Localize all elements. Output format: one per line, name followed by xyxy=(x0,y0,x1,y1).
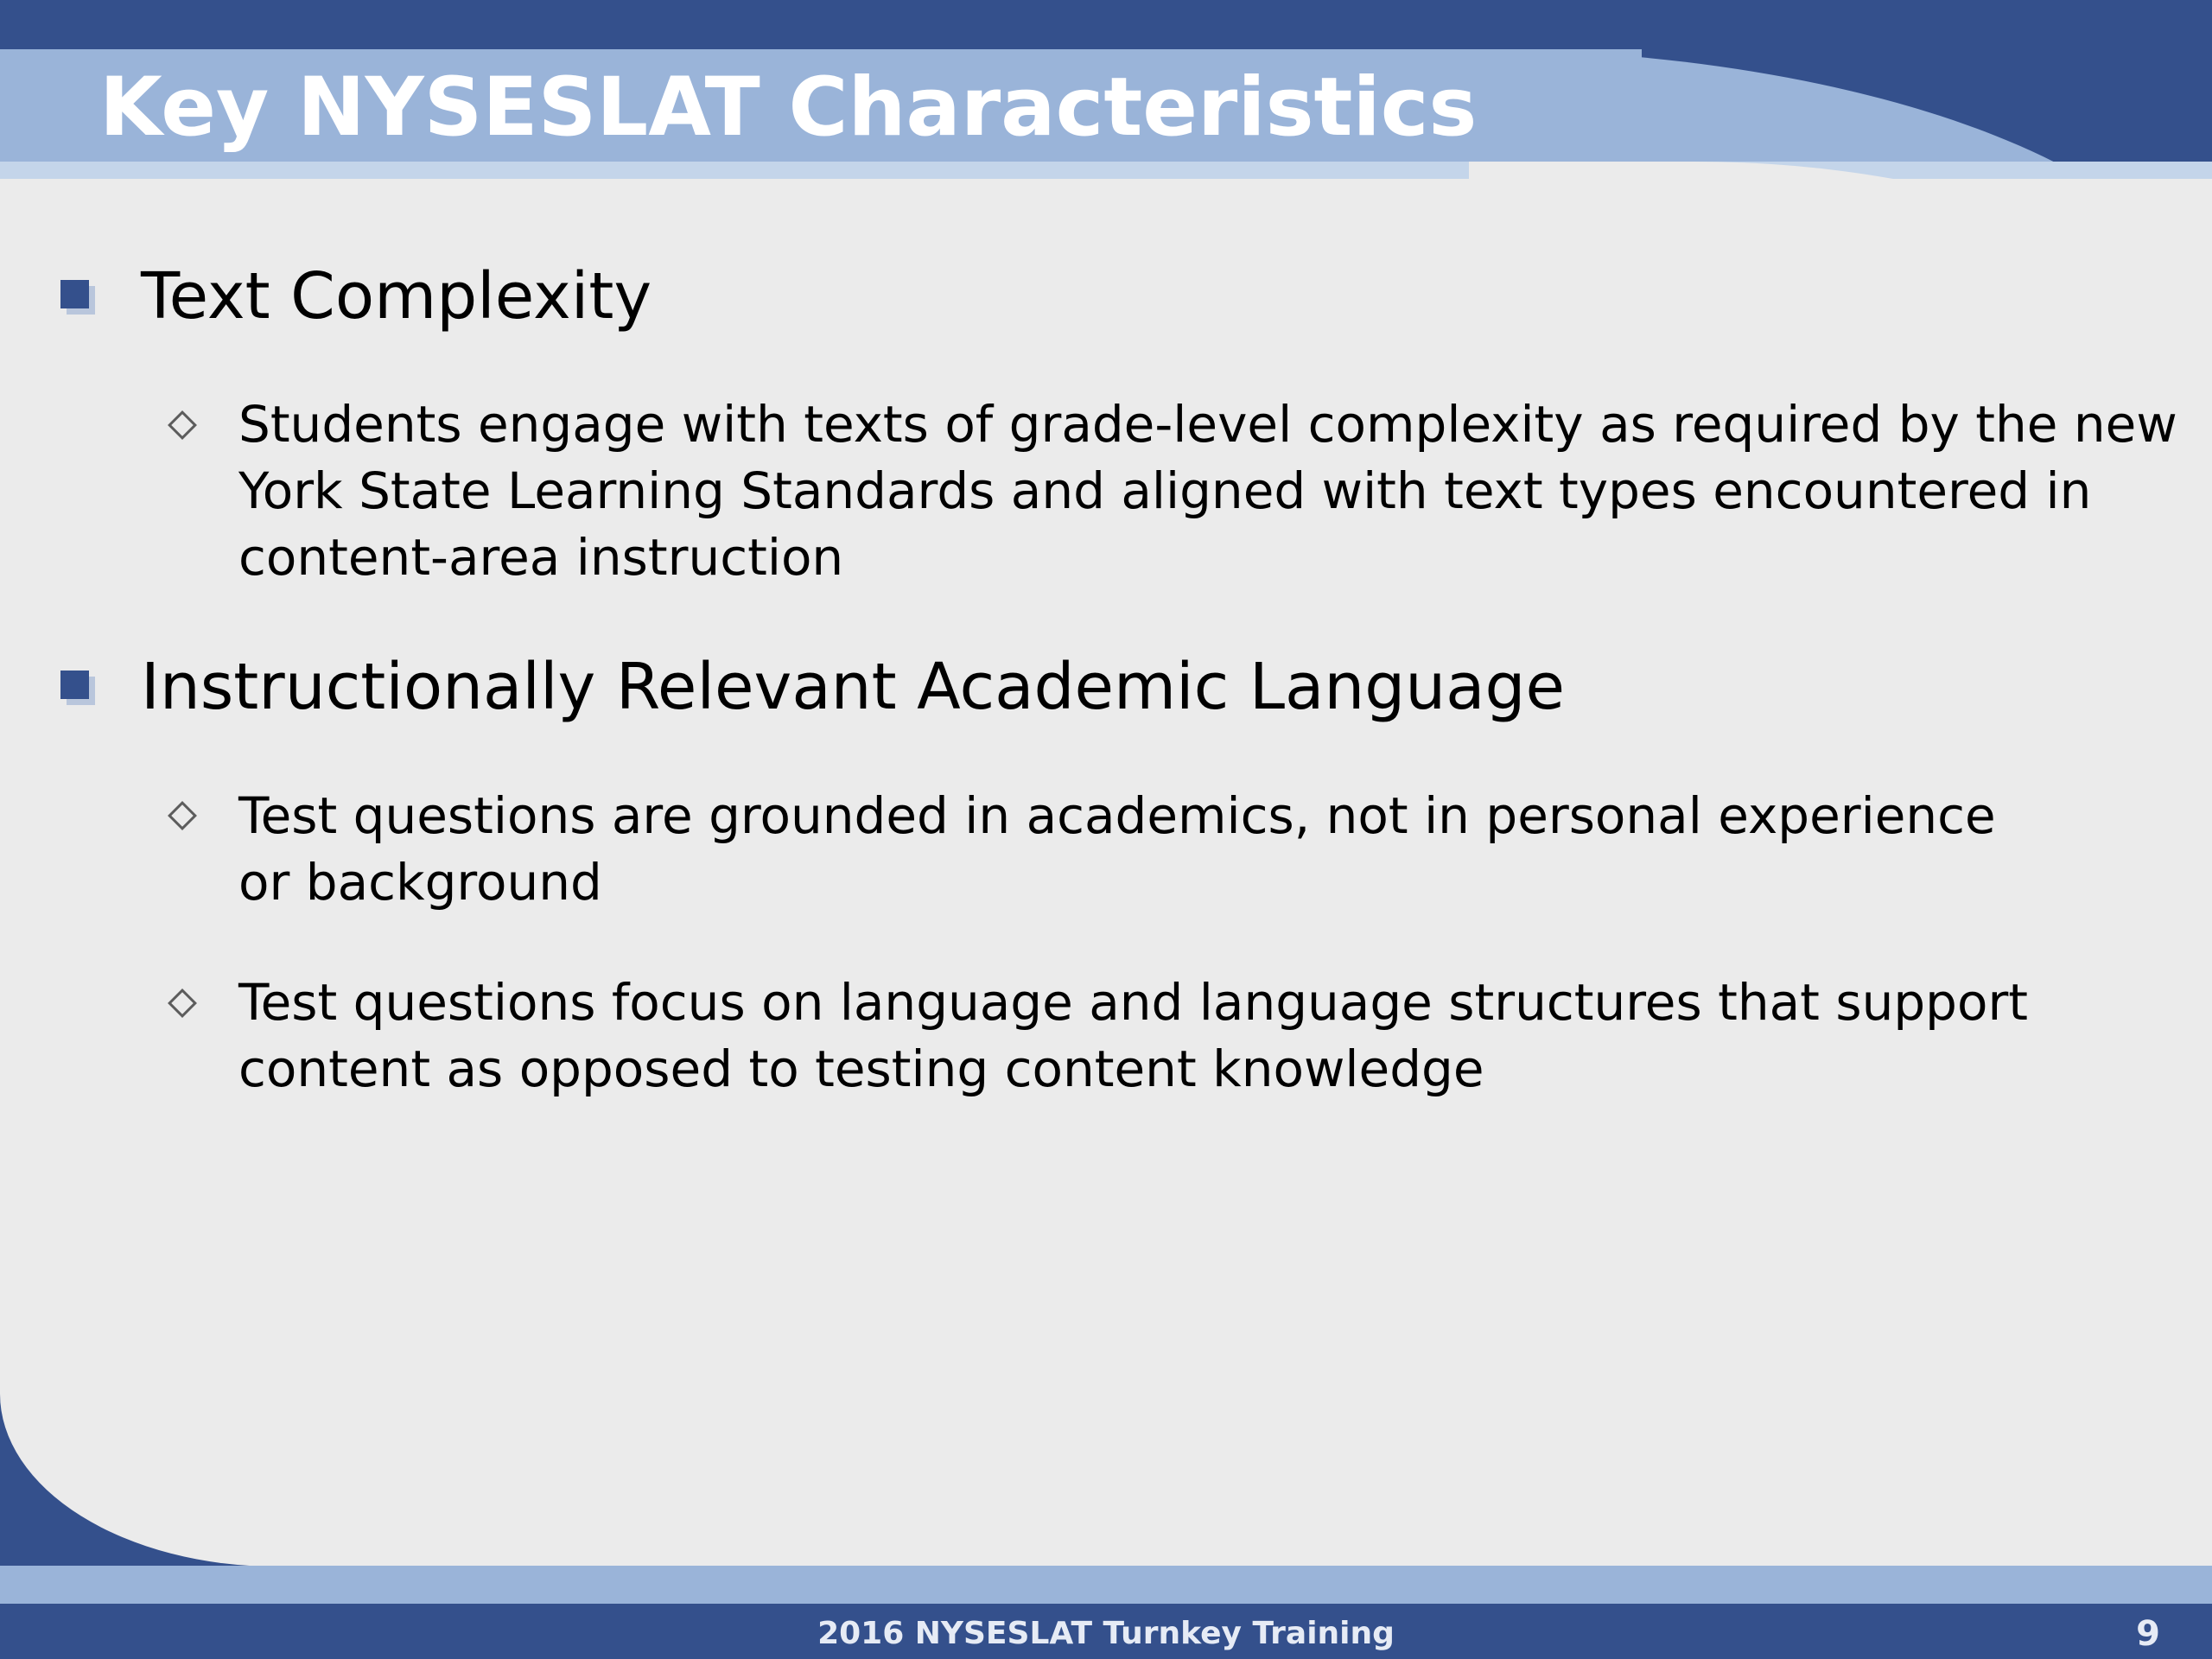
sub-bullet-line: content-area instruction xyxy=(238,528,844,587)
sub-bullet-line: York State Learning Standards and aligned with text types encountered in xyxy=(238,461,2092,520)
bullet-heading: Instructionally Relevant Academic Language xyxy=(141,650,1566,724)
square-bullet-icon xyxy=(60,671,89,699)
bottom-stripe xyxy=(0,1566,2212,1604)
sub-bullet-text xyxy=(238,969,2183,1103)
page-number: 9 xyxy=(2136,1614,2160,1654)
sub-bullet-line: Students engage with texts of grade-level complexity as required by the new xyxy=(238,395,2177,454)
footer-text: 2016 NYSESLAT Turnkey Training xyxy=(817,1616,1395,1651)
sub-bullet-line: Test questions focus on language and language structures that support xyxy=(238,973,2029,1032)
bullet-heading: Text Complexity xyxy=(141,259,652,334)
sub-bullet-text xyxy=(238,783,2183,916)
square-bullet-icon xyxy=(60,280,89,308)
sub-bullet-line: Test questions are grounded in academics, not in personal experience xyxy=(238,786,1996,845)
slide-title: Key NYSESLAT Characteristics xyxy=(99,60,1478,155)
sub-bullet-line: or background xyxy=(238,853,602,912)
sub-bullet-line: content as opposed to testing content knowledge xyxy=(238,1039,1484,1098)
sub-bullet-text xyxy=(238,391,2183,591)
